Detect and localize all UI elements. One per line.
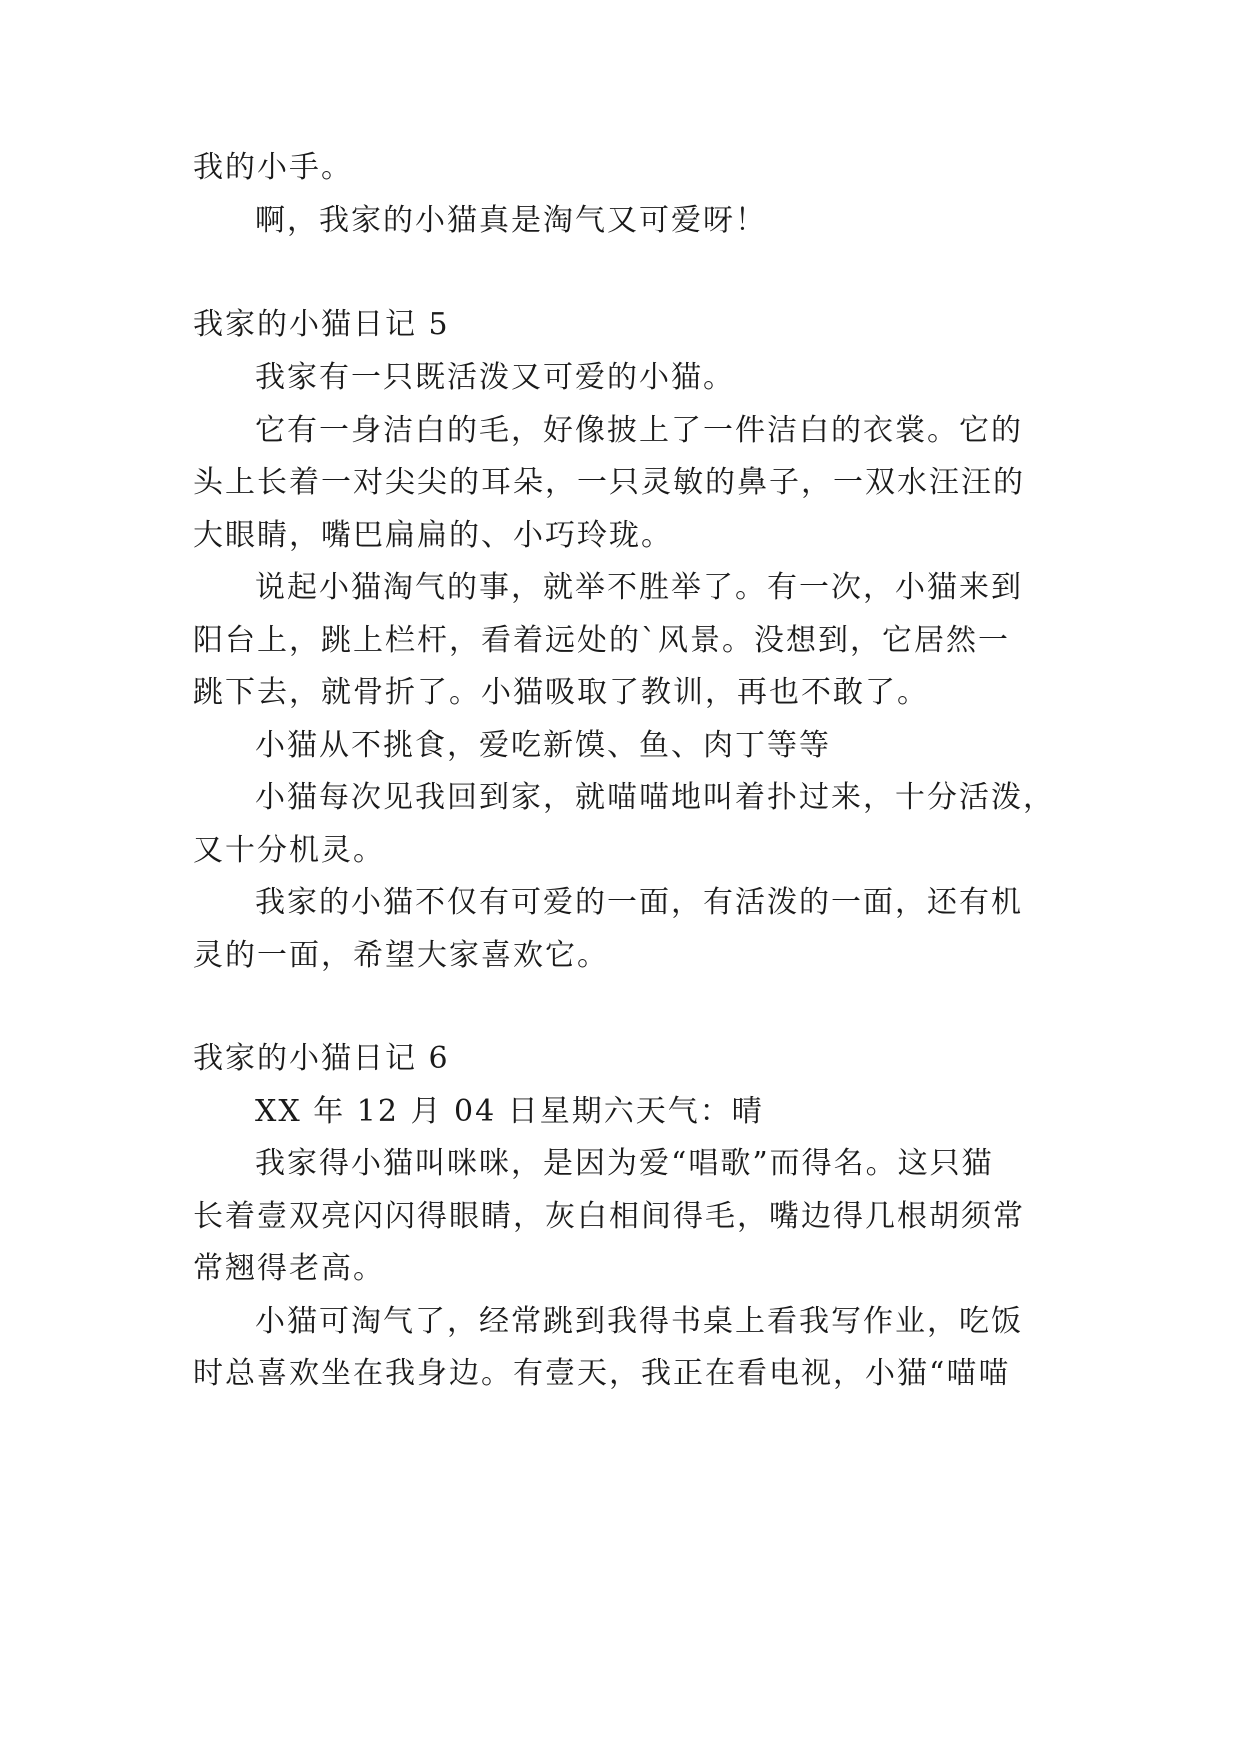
paragraph-line: 啊，我家的小猫真是淘气又可爱呀！ (255, 203, 767, 238)
paragraph-line: 灵的一面，希望大家喜欢它。 (193, 938, 609, 973)
paragraph-line: 阳台上，跳上栏杆，看着远处的`风景。没想到，它居然一 (193, 623, 1010, 658)
section-title: 我家的小猫日记 6 (193, 1041, 450, 1076)
paragraph-line: 常翘得老高。 (193, 1251, 385, 1286)
paragraph-line: 我家得小猫叫咪咪，是因为爱“唱歌”而得名。这只猫 (255, 1146, 994, 1181)
paragraph-line: 大眼睛，嘴巴扁扁的、小巧玲珑。 (193, 518, 673, 553)
paragraph-line: 小猫可淘气了，经常跳到我得书桌上看我写作业，吃饭 (255, 1304, 1023, 1339)
paragraph-line: 长着壹双亮闪闪得眼睛，灰白相间得毛，嘴边得几根胡须常 (193, 1199, 1025, 1234)
section-title: 我家的小猫日记 5 (193, 307, 450, 342)
paragraph-line: 我家的小猫不仅有可爱的一面，有活泼的一面，还有机 (255, 885, 1023, 920)
paragraph-line: 我的小手。 (193, 150, 353, 185)
paragraph-line: 小猫每次见我回到家，就喵喵地叫着扑过来，十分活泼， (255, 780, 1055, 815)
paragraph-line: 说起小猫淘气的事，就举不胜举了。有一次，小猫来到 (255, 570, 1023, 605)
paragraph-line: 头上长着一对尖尖的耳朵，一只灵敏的鼻子，一双水汪汪的 (193, 465, 1025, 500)
paragraph-line: 小猫从不挑食，爱吃新馍、鱼、肉丁等等 (255, 728, 831, 763)
paragraph-line: 我家有一只既活泼又可爱的小猫。 (255, 360, 735, 395)
paragraph-line: 跳下去，就骨折了。小猫吸取了教训，再也不敢了。 (193, 675, 929, 710)
paragraph-line: 时总喜欢坐在我身边。有壹天，我正在看电视，小猫“喵喵 (193, 1356, 1011, 1391)
paragraph-line: 又十分机灵。 (193, 833, 385, 868)
date-weather-line: XX 年 12 月 04 日星期六天气：晴 (255, 1094, 764, 1129)
paragraph-line: 它有一身洁白的毛，好像披上了一件洁白的衣裳。它的 (255, 413, 1023, 448)
